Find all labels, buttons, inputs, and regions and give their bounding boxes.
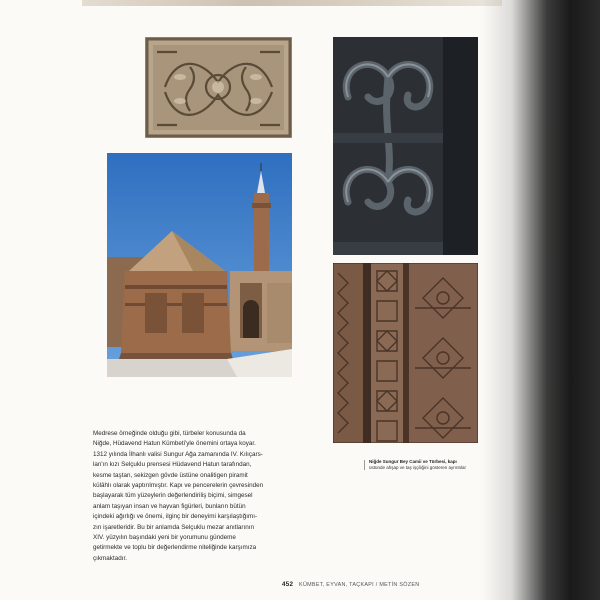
page-footer [282,581,482,588]
photo-stone-relief [145,37,292,138]
body-line: içindeki ağırlığı ve önemi, ilginç bir deneyimi karşılaştığımı- [93,513,258,521]
caption-rule [364,460,365,470]
page-number: 452 [282,581,294,588]
caption-text: üstünde ahşap ve taş işçiliğini gösteren ayrıntılar [369,465,467,470]
previous-spread-edge [82,0,502,6]
body-line: kesme taştan, sekizgen gövde üstüne onalitigen piramit [93,471,248,479]
body-line: başlayarak tüm yüzeylerin değerlendiriliş biçimi, simgesel [93,492,253,500]
body-line: külâhlı olarak yaptırılmıştır. Kapı ve pencerelerin çevresinden [93,482,264,490]
caption-title: Niğde Sungur Bey Camii ve Türbesi, kapı [369,459,457,464]
body-line: 1312 yılında İlhanlı valisi Sungur Ağa zamanında IV. Kılıçars- [93,450,263,458]
photo-carved-doorway [333,263,478,443]
running-title: KÜMBET, EYVAN, TAÇKAPI / METİN SÖZEN [299,582,420,588]
body-line: anlam taşıyan insan ve hayvan figürleri, bunların bütün [93,502,246,510]
body-paragraph [93,429,305,564]
photo-carved-wood [333,37,478,255]
body-line: XIV. yüzyılın başındaki yeni bir yorumunu gündeme [93,534,236,542]
body-line: Niğde, Hüdavend Hatun Kümbeti'yle önemini ortaya koyar. [93,440,256,448]
body-line: lan'ın kızı Selçuklu prensesi Hüdavend Hatun tarafından, [93,461,252,469]
photo-tomb-minaret [107,153,292,377]
body-line: getirmekte ve toplu bir değerlendirme niteliğinde karşımıza [93,544,257,552]
body-line: çıkmaktadır. [93,554,127,562]
body-line: zın işaretleridir. Bu bir anlamda Selçuklu mezar anıtlarının [93,523,254,531]
photo-caption [369,459,481,471]
book-spine-shadow [482,0,600,600]
body-line: Medrese örneğinde olduğu gibi, türbeler konusunda da [93,430,246,437]
